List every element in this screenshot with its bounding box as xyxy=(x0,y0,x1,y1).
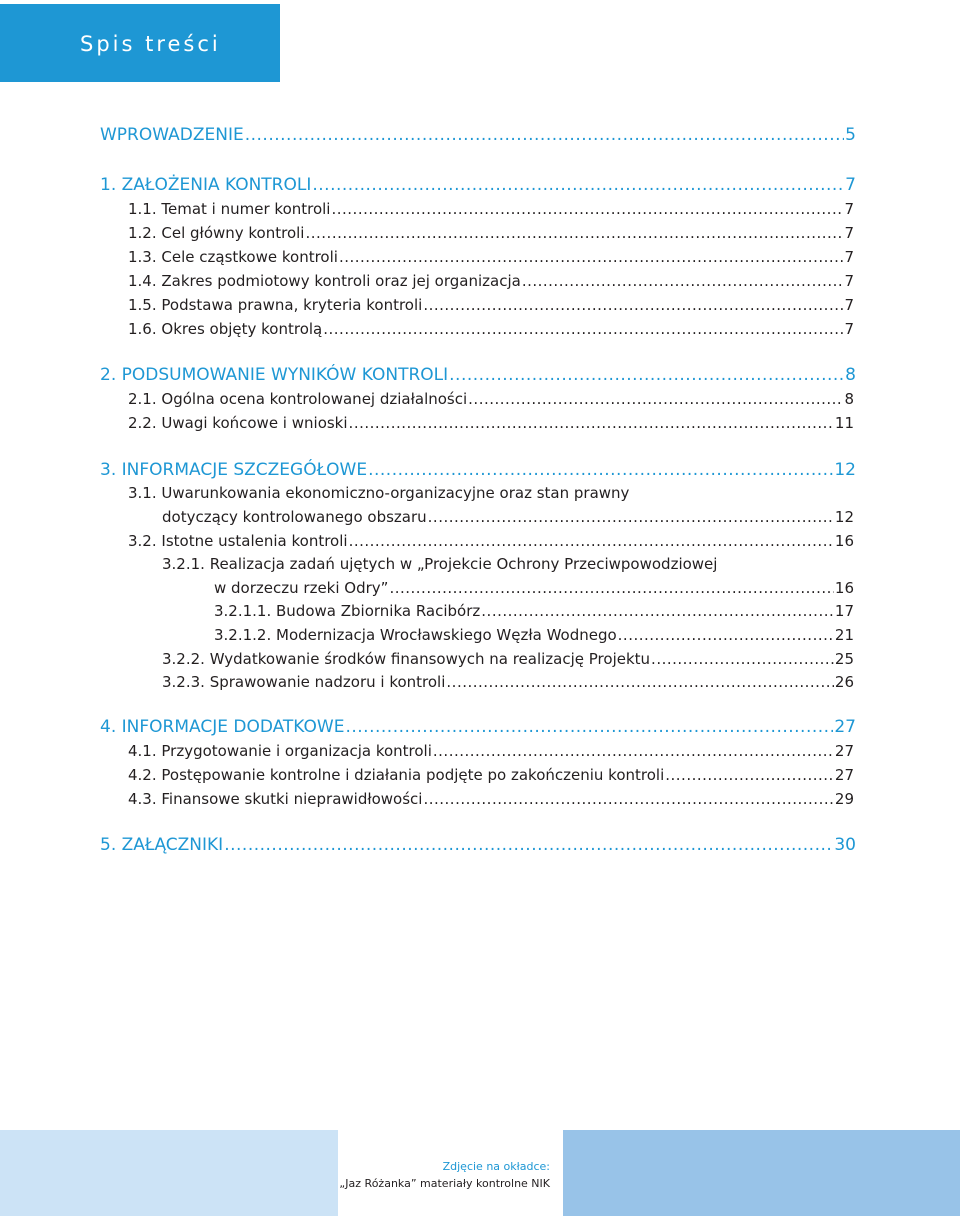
toc-entry-page: 16 xyxy=(834,579,854,597)
toc-entry-page: 7 xyxy=(844,296,854,314)
toc-entry-1-2[interactable] xyxy=(128,224,854,242)
footer-band-left xyxy=(0,1130,338,1216)
toc-entry-1-3[interactable] xyxy=(128,248,854,266)
toc-entry-page: 21 xyxy=(834,626,854,644)
toc-entry-label: 5. ZAŁĄCZNIKI xyxy=(100,835,224,855)
title-banner xyxy=(0,4,280,82)
toc-entry-section-5[interactable] xyxy=(100,835,856,855)
toc-entry-1-6[interactable] xyxy=(128,320,854,338)
toc-entry-label: 3.2.1.1. Budowa Zbiornika Racibórz xyxy=(214,602,481,620)
toc-entry-3-2-1-1[interactable] xyxy=(214,602,854,620)
toc-entry-page: 12 xyxy=(834,508,854,526)
toc-entry-page: 8 xyxy=(844,390,854,408)
toc-entry-page: 5 xyxy=(845,125,856,145)
toc-entry-page: 29 xyxy=(834,790,854,808)
toc-entry-label: dotyczący kontrolowanego obszaru xyxy=(162,508,427,526)
toc-entry-page: 26 xyxy=(834,673,854,691)
toc-entry-label: 3.2.1.2. Modernizacja Wrocławskiego Węzła Wodnego xyxy=(214,626,617,644)
toc-entry-page: 7 xyxy=(844,320,854,338)
toc-entry-label: 2.2. Uwagi końcowe i wnioski xyxy=(128,414,348,432)
toc-entry-label: WPROWADZENIE xyxy=(100,125,244,145)
toc-entry-section-4[interactable] xyxy=(100,717,856,737)
toc-entry-label: 3.2.2. Wydatkowanie środków finansowych na realizację Projektu xyxy=(162,650,651,668)
toc-entry-page: 7 xyxy=(844,272,854,290)
caption-heading: Zdjęcie na okładce: xyxy=(442,1160,550,1173)
toc-entry-label: 4. INFORMACJE DODATKOWE xyxy=(100,717,345,737)
toc-entry-page: 27 xyxy=(834,717,856,737)
footer-band-right xyxy=(563,1130,960,1216)
toc-entry-label: 2.1. Ogólna ocena kontrolowanej działalności xyxy=(128,390,468,408)
toc-entry-page: 7 xyxy=(845,175,856,195)
toc-entry-1-5[interactable] xyxy=(128,296,854,314)
toc-entry-label: 1. ZAŁOŻENIA KONTROLI xyxy=(100,175,312,195)
toc-entry-page: 7 xyxy=(844,200,854,218)
toc-entry-page: 11 xyxy=(834,414,854,432)
toc-entry-1-1[interactable] xyxy=(128,200,854,218)
toc-entry-page: 30 xyxy=(834,835,856,855)
caption-text: „Jaz Różanka” materiały kontrolne NIK xyxy=(339,1177,550,1190)
toc-entry-label: 3.2.3. Sprawowanie nadzoru i kontroli xyxy=(162,673,446,691)
toc-entry-page: 7 xyxy=(844,224,854,242)
toc-entry-4-2[interactable] xyxy=(128,766,854,784)
toc-entry-label: 1.4. Zakres podmiotowy kontroli oraz jej organizacja xyxy=(128,272,521,290)
toc-entry-3-2-1-line1[interactable]: 3.2.1. Realizacja zadań ujętych w „Projekcie Ochrony Przeciwpowodziowej xyxy=(162,555,718,573)
page-title: Spis treści xyxy=(80,32,221,56)
toc-entry-label: 4.3. Finansowe skutki nieprawidłowości xyxy=(128,790,423,808)
cover-photo-caption xyxy=(339,1158,550,1192)
toc-entry-page: 17 xyxy=(834,602,854,620)
toc-entry-3-2-1-2[interactable] xyxy=(214,626,854,644)
toc-entry-label: 4.1. Przygotowanie i organizacja kontroli xyxy=(128,742,432,760)
toc-entry-page: 12 xyxy=(834,460,856,480)
toc-entry-page: 8 xyxy=(845,365,856,385)
toc-entry-4-1[interactable] xyxy=(128,742,854,760)
toc-entry-3-2[interactable] xyxy=(128,532,854,550)
toc-entry-page: 27 xyxy=(834,742,854,760)
toc-entry-1-4[interactable] xyxy=(128,272,854,290)
toc-entry-label: w dorzeczu rzeki Odry” xyxy=(214,579,389,597)
toc-entry-section-3[interactable] xyxy=(100,460,856,480)
toc-entry-3-2-1[interactable] xyxy=(214,579,854,597)
toc-entry-3-1-line1[interactable]: 3.1. Uwarunkowania ekonomiczno-organizacyjne oraz stan prawny xyxy=(128,484,630,502)
toc-entry-wprowadzenie[interactable] xyxy=(100,125,856,145)
toc-entry-label: 2. PODSUMOWANIE WYNIKÓW KONTROLI xyxy=(100,365,449,385)
toc-entry-4-3[interactable] xyxy=(128,790,854,808)
toc-entry-3-2-2[interactable] xyxy=(162,650,854,668)
toc-entry-3-2-3[interactable] xyxy=(162,673,854,691)
toc-entry-3-1[interactable] xyxy=(162,508,854,526)
toc-entry-label: 1.6. Okres objęty kontrolą xyxy=(128,320,323,338)
toc-entry-2-1[interactable] xyxy=(128,390,854,408)
toc-entry-section-2[interactable] xyxy=(100,365,856,385)
toc-entry-page: 7 xyxy=(844,248,854,266)
toc-entry-label: 3.2. Istotne ustalenia kontroli xyxy=(128,532,348,550)
toc-entry-label: 1.1. Temat i numer kontroli xyxy=(128,200,331,218)
toc-entry-page: 25 xyxy=(834,650,854,668)
toc-entry-page: 27 xyxy=(834,766,854,784)
toc-entry-label: 3. INFORMACJE SZCZEGÓŁOWE xyxy=(100,460,368,480)
toc-entry-label: 4.2. Postępowanie kontrolne i działania podjęte po zakończeniu kontroli xyxy=(128,766,665,784)
toc-entry-label: 1.2. Cel główny kontroli xyxy=(128,224,305,242)
toc-entry-section-1[interactable] xyxy=(100,175,856,195)
toc-entry-label: 1.3. Cele cząstkowe kontroli xyxy=(128,248,338,266)
toc-entry-2-2[interactable] xyxy=(128,414,854,432)
toc-entry-label: 1.5. Podstawa prawna, kryteria kontroli xyxy=(128,296,423,314)
toc-entry-page: 16 xyxy=(834,532,854,550)
